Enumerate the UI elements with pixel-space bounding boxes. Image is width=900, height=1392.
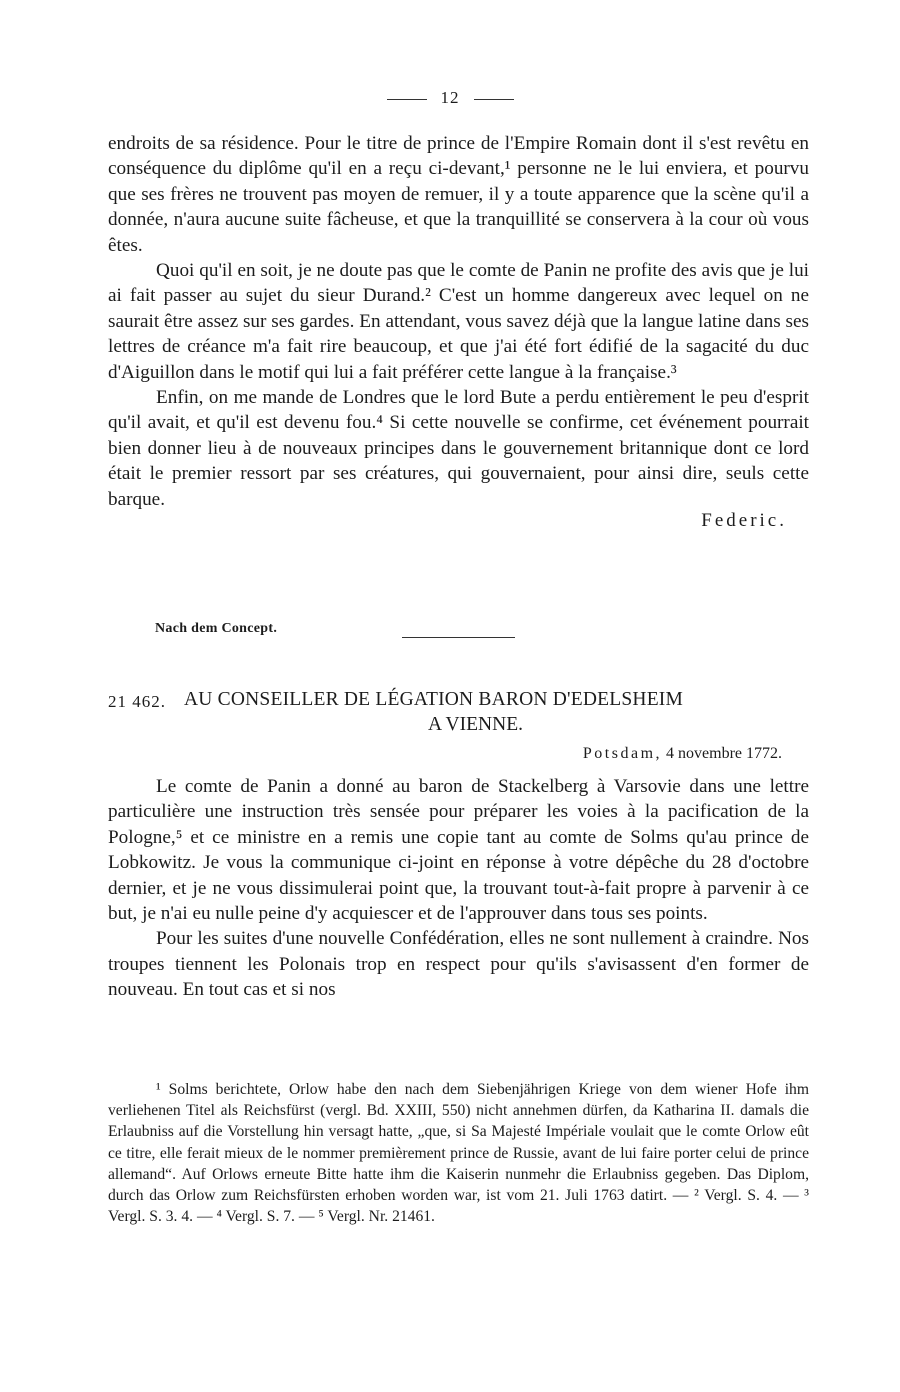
page-number: 12	[440, 88, 460, 107]
date: 4 novembre 1772.	[666, 745, 782, 762]
paragraph: endroits de sa résidence. Pour le titre de prince de l'Empire Romain dont il s'est revêtu en conséquence du diplôme qu'il en a reçu ci-devant,¹ personne ne le lui enviera, et pourvu que ses frères ne trouvent pas moyen de remuer, il y a toute apparence que la scène qu'il a donnée, n'aura aucune suite fâcheuse, et que la tranquillité se conservera à la cour où vous êtes.	[108, 133, 809, 256]
footnote: ¹ Solms berichtete, Orlow habe den nach dem Siebenjährigen Kriege von dem wiener Hofe ihm verliehenen Titel als Reichsfürst (vergl. Bd. XXIII, 550) nicht annehmen dürfen, da Katharina II. damals die Erlaubniss auf die Vorstellung hin versagt hatte, „que, si Sa Majesté Impériale voulait que le comte Orlow eût ce titre, elle ferait mieux de le nommer premièrement prince de Russie, avant de lui faire porter celui de prince allemand“. Auf Orlows erneute Bitte hatte ihm die Kaiserin nunmehr die Erlaubniss gegeben. Das Diplom, durch das Orlow zum Reichsfürsten erhoben worden war, ist vom 21. Juli 1763 datirt. — ² Vergl. S. 4. — ³ Vergl. S. 3. 4. — ⁴ Vergl. S. 7. — ⁵ Vergl. Nr. 21461.	[108, 1081, 809, 1226]
date-place: Potsdam,	[582, 745, 663, 762]
paragraph: Le comte de Panin a donné au baron de Stackelberg à Varsovie dans une lettre particulière une instruction très sensée pour préparer les voies à la pacification de la Pologne,⁵ et ce ministre en a remis une copie tant au comte de Solms qu'au prince de Lobkowitz. Je vous la communique ci-joint en réponse à votre dépêche du 28 d'octobre dernier, et je ne vous dissimulerai point que, la trouvant tout-à-fait propre à parvenir à ce but, je n'ai eu nulle peine d'y acquiescer et de l'approuver dans tous ses points.	[108, 776, 809, 925]
header-rule-right	[474, 99, 514, 100]
document-title: AU CONSEILLER DE LÉGATION BARON D'EDELSHEIM	[184, 689, 684, 710]
document-number: 21 462.	[108, 692, 166, 711]
letter-continuation	[108, 131, 809, 532]
header-rule-left	[387, 99, 427, 100]
footnotes	[108, 1079, 809, 1227]
paragraph: Pour les suites d'une nouvelle Confédération, elles ne sont nullement à craindre. Nos troupes tiennent les Polonais trop en respect pour qu'ils s'avisassent d'en former de nouveau. En tout cas et si nos	[108, 928, 809, 1001]
page-header	[0, 88, 900, 108]
signature: Federic.	[701, 510, 787, 532]
paragraph: Quoi qu'il en soit, je ne doute pas que le comte de Panin ne profite des avis que je lui ai fait passer au sujet du sieur Durand.² C'est un homme dangereux avec lequel on ne saurait être assez sur ses gardes. En attendant, vous savez déjà que la langue latine dans ses lettres de créance m'a fait rire beaucoup, et que j'ai été fort édifié de la sagacité du duc d'Aiguillon dans le motif qui lui a fait préférer cette langue à la française.³	[108, 260, 809, 383]
document-title-line2: A VIENNE.	[428, 714, 523, 735]
letter-body	[108, 774, 809, 1003]
dateline	[583, 745, 782, 763]
section-divider	[402, 637, 515, 638]
paragraph: Enfin, on me mande de Londres que le lord Bute a perdu entièrement le peu d'esprit qu'il avait, et qu'il est devenu fou.⁴ Si cette nouvelle se confirme, cet événement pourrait bien donner lieu à de nouveaux principes dans le gouvernement britannique dont ce lord était le premier ressort par ses créatures, qui gouvernaient, pour ainsi dire, seuls cette barque.	[108, 387, 809, 510]
source-note: Nach dem Concept.	[155, 621, 278, 636]
document-heading	[108, 688, 809, 736]
